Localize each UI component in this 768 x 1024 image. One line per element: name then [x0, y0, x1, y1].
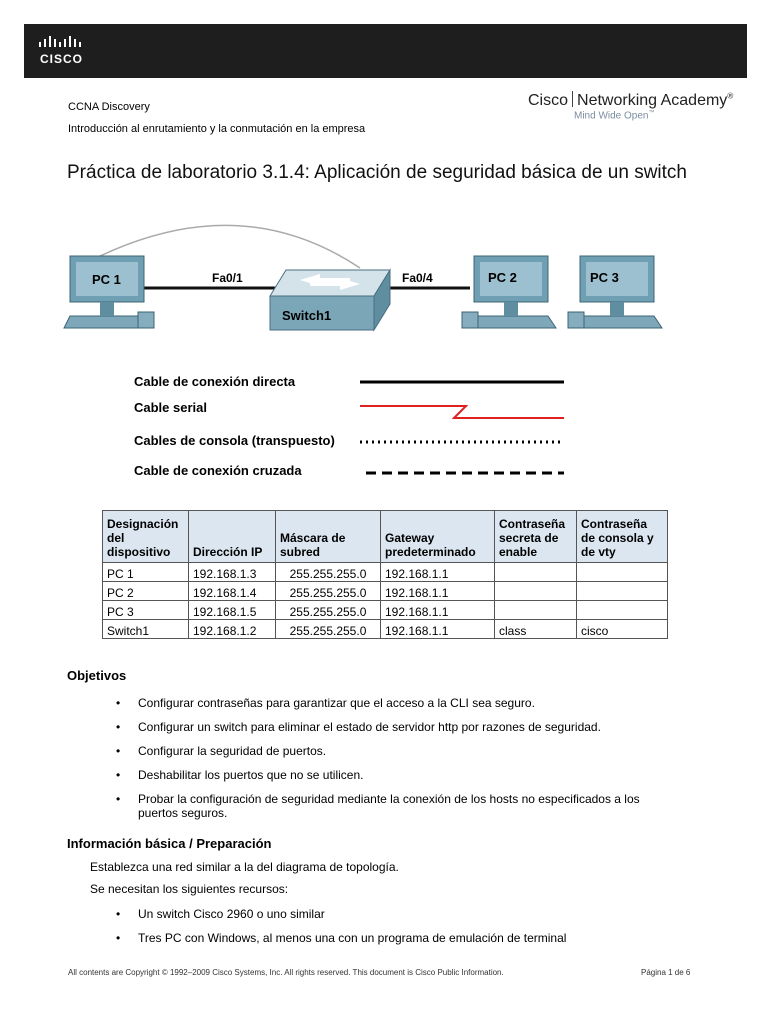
academy-tagline: Mind Wide Open — [574, 110, 649, 122]
academy-name-word: Networking Academy — [577, 92, 728, 109]
col-mask: Máscara de subred — [276, 511, 381, 563]
cisco-logo — [38, 36, 94, 66]
resources-list — [116, 907, 676, 955]
footer-page-number: Página 1 de 6 — [641, 968, 691, 977]
table-row: PC 3 192.168.1.5 255.255.255.0 192.168.1.1 — [103, 601, 668, 620]
academy-cisco-word: Cisco — [528, 92, 569, 109]
port-fa0-1-label: Fa0/1 — [212, 271, 243, 285]
legend-straight-label: Cable de conexión directa — [134, 374, 296, 389]
course-subtitle: Introducción al enrutamiento y la conmutación en la empresa — [68, 123, 366, 135]
legend-serial-label: Cable serial — [134, 400, 207, 415]
col-enable-secret: Contraseña secreta de enable — [495, 511, 577, 563]
footer-copyright: All contents are Copyright © 1992–2009 Cisco Systems, Inc. All rights reserved. This document is Cisco Public Information. — [68, 968, 504, 977]
registered-mark: ® — [727, 91, 734, 101]
pc3-icon — [568, 256, 662, 328]
table-header-row — [103, 511, 668, 563]
list-item: • Probar la configuración de seguridad mediante la conexión de los hosts no especificados a los puertos seguros. — [116, 792, 676, 820]
objectives-list — [116, 696, 676, 830]
objectives-heading: Objetivos — [67, 668, 127, 683]
list-item: • Deshabilitar los puertos que no se utilicen. — [116, 768, 676, 782]
table-row: Switch1 192.168.1.2 255.255.255.0 192.168.1.1 class cisco — [103, 620, 668, 639]
background-paragraph-2: Se necesitan los siguientes recursos: — [90, 882, 289, 896]
col-gateway: Gateway predeterminado — [381, 511, 495, 563]
pc2-label: PC 2 — [488, 270, 517, 285]
cisco-bridge-icon — [38, 36, 94, 50]
list-item: • Configurar contraseñas para garantizar que el acceso a la CLI sea seguro. — [116, 696, 676, 710]
cable-legend — [134, 372, 574, 482]
background-heading: Información básica / Preparación — [67, 836, 272, 851]
col-console-vty: Contraseña de consola y de vty — [577, 511, 668, 563]
networking-academy-logo — [528, 91, 738, 122]
list-item: • Tres PC con Windows, al menos una con un programa de emulación de terminal — [116, 931, 676, 945]
list-item: • Configurar un switch para eliminar el estado de servidor http por razones de seguridad. — [116, 720, 676, 734]
pc1-label: PC 1 — [92, 272, 121, 287]
topology-diagram — [60, 218, 700, 338]
table-row: PC 1 192.168.1.3 255.255.255.0 192.168.1.1 — [103, 563, 668, 582]
list-item: • Un switch Cisco 2960 o uno similar — [116, 907, 676, 921]
serial-cable-sample — [360, 406, 564, 418]
pc2-icon — [462, 256, 556, 328]
course-name: CCNA Discovery — [68, 101, 150, 113]
col-ip: Dirección IP — [189, 511, 276, 563]
page-title: Práctica de laboratorio 3.1.4: Aplicación de seguridad básica de un switch — [67, 162, 687, 183]
switch-label: Switch1 — [282, 308, 332, 323]
addressing-table — [102, 510, 668, 639]
pc1-icon — [64, 256, 154, 328]
legend-console-label: Cables de consola (transpuesto) — [134, 433, 335, 448]
trademark-mark: ™ — [648, 110, 655, 116]
background-paragraph-1: Establezca una red similar a la del diagrama de topología. — [90, 860, 399, 874]
legend-crossover-label: Cable de conexión cruzada — [134, 463, 302, 478]
pc3-label: PC 3 — [590, 270, 619, 285]
col-device: Designación del dispositivo — [103, 511, 189, 563]
legend-line-samples — [358, 372, 568, 482]
list-item: • Configurar la seguridad de puertos. — [116, 744, 676, 758]
table-row: PC 2 192.168.1.4 255.255.255.0 192.168.1.1 — [103, 582, 668, 601]
cisco-wordmark: CISCO — [40, 52, 84, 66]
top-banner — [24, 24, 747, 78]
port-fa0-4-label: Fa0/4 — [402, 271, 433, 285]
